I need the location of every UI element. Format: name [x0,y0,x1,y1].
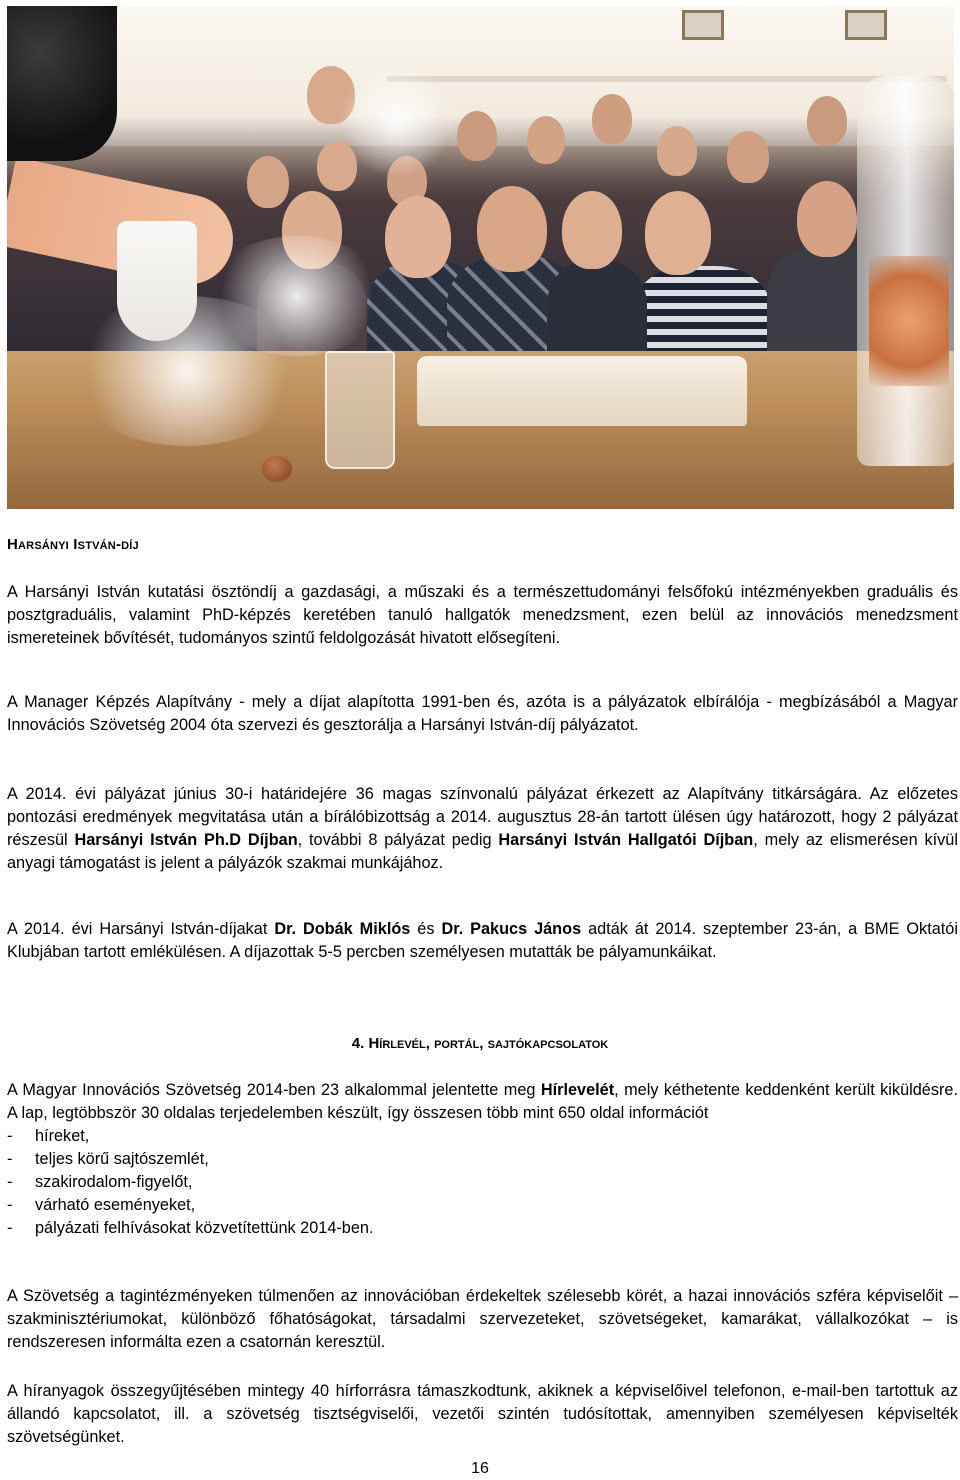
photo-presenter-cap [7,6,117,161]
text-run: A 2014. évi Harsányi István-díjakat [7,920,275,938]
list-item: - teljes körű sajtószemlét, [7,1148,958,1171]
photo-person [592,94,632,144]
bold-phd-prize: Harsányi István Ph.D Díjban [74,831,298,849]
section-heading-text: Hírlevél, portál, sajtókapcsolatok [368,1035,609,1052]
text-run: , további 8 pályázat pedig [297,831,499,849]
photo-wall-frame [845,10,887,40]
photo-glass [325,351,395,469]
photo-person [657,126,697,176]
photo-person [385,196,451,278]
section-number: 4. [351,1035,365,1052]
photo-wall-frame [682,10,724,40]
paragraph-federation-reach: A Szövetség a tagintézményeken túlmenően az innovációban érdekeltek szélesebb körét, a hazai innovációs szféra képviselőit – szakminisztériumokat, különböző főhatóságokat, társadalmi szervezeteket, szövetségeket, kamarákat, vállalkozókat – is rendszeresen informálta ezen a csatornán keresztül. [7,1287,958,1351]
photo-mist [207,236,387,356]
photo-person [727,131,769,183]
photo-egg [262,456,292,482]
text-run: , mely az elismerésen kívül anyagi támogatást is jelent a pályázók szakmai munkájához. [7,831,958,872]
text-run: A Magyar Innovációs Szövetség 2014-ben 23 alkalommal jelentette meg [7,1081,541,1099]
classroom-demonstration-photo [7,6,954,509]
photo-tray [417,356,747,426]
list-item: - szakirodalom-figyelőt, [7,1171,958,1194]
paragraph-scholarship: A Harsányi István kutatási ösztöndíj a gazdasági, a műszaki és a természettudományi felsőfokú intézményekben graduális és posztgraduális, valamint PhD-képzés keretében tanuló hallgatók menedzsment, ezen belül az innovációs menedzsment ismereteinek bővítését, tudományos szintű feldolgozását hivatott elősegíteni. [7,583,958,647]
photo-person [797,181,857,257]
bold-name-pakucs: Dr. Pakucs János [441,920,582,938]
newsletter-intro [7,1079,958,1125]
section-title-harsanyi: Harsányi István-díj [7,536,139,553]
bold-newsletter: Hírlevelét [540,1081,615,1099]
section-title-newsletter [0,1035,960,1052]
photo-bottle-liquid [869,256,949,386]
text-run: A 2014. évi pályázat június 30-i határidejére 36 magas színvonalú pályázat érkezett az Alapítvány titkárságára. Az előzetes pontozási eredmények megvitatása után a bírálóbizottság a 2014. augusztus 28-án tartott ülésen úgy határozott, hogy 2 pályázat részesül [7,785,958,849]
photo-person [477,186,547,272]
photo-person [645,191,711,275]
text-run: és [410,920,442,938]
photo-cloth [117,221,197,341]
paragraph-foundation: A Manager Képzés Alapítvány - mely a díjat alapította 1991-ben és, azóta is a pályázatok elbírálója - megbízásából a Magyar Innovációs Szövetség 2004 óta szervezi és gesztorálja a Harsányi István-díj pályázatot. [7,693,958,734]
list-item: - várható eseményeket, [7,1194,958,1217]
photo-person [457,111,497,161]
text-run: adták át 2014. szeptember 23-án, a BME Oktatói Klubjában tartott emlékülésen. A díjazottak 5-5 percben személyesen mutatták be pályamunkáikat. [7,920,958,961]
photo-mist [337,66,457,176]
photo-wall-rail [387,76,947,82]
photo-person [247,156,289,208]
list-item: - híreket, [7,1125,958,1148]
bold-student-prize: Harsányi István Hallgatói Díjban [498,831,754,849]
newsletter-content-list [7,1125,958,1240]
text-run: , mely kéthetente keddenként került kiküldésre. A lap, legtöbbször 30 oldalas terjedelemben készült, így összesen több mint 650 oldal információt [7,1081,958,1122]
photo-person [807,96,847,146]
bold-name-dobak: Dr. Dobák Miklós [274,920,411,938]
paragraph-applications [7,783,958,875]
list-item: - pályázati felhívásokat közvetítettünk 2014-ben. [7,1217,958,1240]
paragraph-newsletter [7,1079,958,1240]
page-number: 16 [471,1460,489,1477]
paragraph-award-ceremony [7,918,958,964]
paragraph-news-sources: A híranyagok összegyűjtésében mintegy 40 hírforrásra támaszkodtunk, akiknek a képviselőivel telefonon, e-mail-ben tartottuk az állandó kapcsolatot, ill. a szövetség tisztségviselői, vezetői szintén tudósítottak, amennyiben személyesen képviselték szövetségünket. [7,1382,958,1446]
photo-person [527,116,565,164]
photo-person [562,191,622,269]
